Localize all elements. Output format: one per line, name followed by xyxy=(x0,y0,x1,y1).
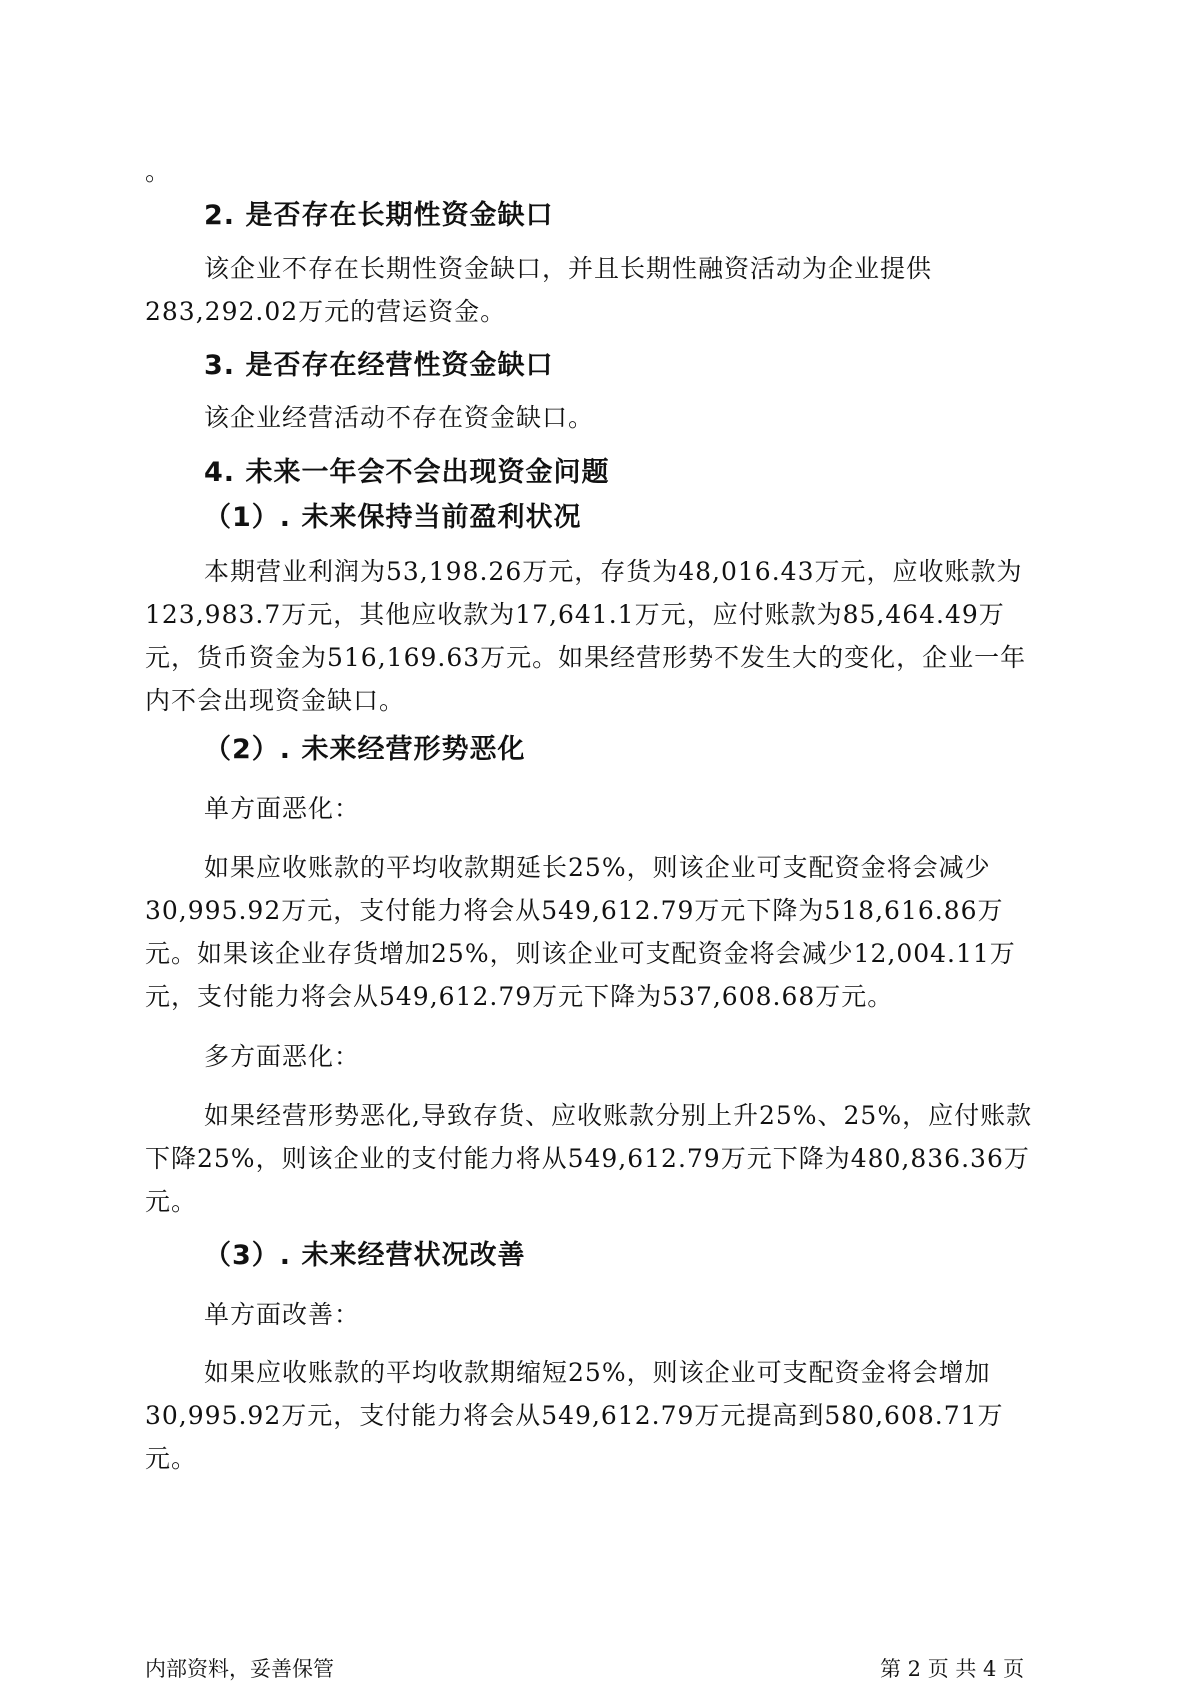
heading-next-year: 4. 未来一年会不会出现资金问题 xyxy=(204,457,610,488)
label-single-worsening: 单方面恶化： xyxy=(204,794,361,823)
paragraph-single-worsening: 如果应收账款的平均收款期延长25%，则该企业可支配资金将会减少30,995.92万元，支付能力将会从549,612.79万元下降为518,616.86万元。如果该企业存货增加25%，则该企业可支配资金将会减少12,004.11万元，支付能力将会从549,612.79万元下降为537,608.68万元。 xyxy=(145,853,1016,1011)
footer-confidential-note: 内部资料，妥善保管 xyxy=(145,1657,334,1681)
paragraph-continuation: 。 xyxy=(145,157,172,186)
label-single-improvement: 单方面改善： xyxy=(204,1300,361,1329)
heading-long-term-gap: 2. 是否存在长期性资金缺口 xyxy=(204,200,554,231)
label-multi-worsening: 多方面恶化： xyxy=(204,1042,361,1071)
footer-page-number: 第 2 页 共 4 页 xyxy=(880,1657,1025,1681)
subheading-worsening: （2）. 未来经营形势恶化 xyxy=(204,734,526,765)
subheading-improvement: （3）. 未来经营状况改善 xyxy=(204,1240,526,1271)
paragraph-single-improvement: 如果应收账款的平均收款期缩短25%，则该企业可支配资金将会增加30,995.92万元，支付能力将会从549,612.79万元提高到580,608.71万元。 xyxy=(145,1358,1004,1473)
paragraph-multi-worsening: 如果经营形势恶化,导致存货、应收账款分别上升25%、25%，应付账款下降25%，则该企业的支付能力将从549,612.79万元下降为480,836.36万元。 xyxy=(145,1101,1033,1216)
paragraph-keep-profit: 本期营业利润为53,198.26万元，存货为48,016.43万元，应收账款为123,983.7万元，其他应收款为17,641.1万元，应付账款为85,464.49万元，货币资金为516,169.63万元。如果经营形势不发生大的变化，企业一年内不会出现资金缺口。 xyxy=(145,557,1027,715)
heading-operating-gap: 3. 是否存在经营性资金缺口 xyxy=(204,350,554,381)
subheading-keep-profit: （1）. 未来保持当前盈利状况 xyxy=(204,502,582,533)
paragraph-operating-gap: 该企业经营活动不存在资金缺口。 xyxy=(204,403,595,432)
paragraph-long-term-gap: 该企业不存在长期性资金缺口，并且长期性融资活动为企业提供283,292.02万元的营运资金。 xyxy=(145,254,933,326)
